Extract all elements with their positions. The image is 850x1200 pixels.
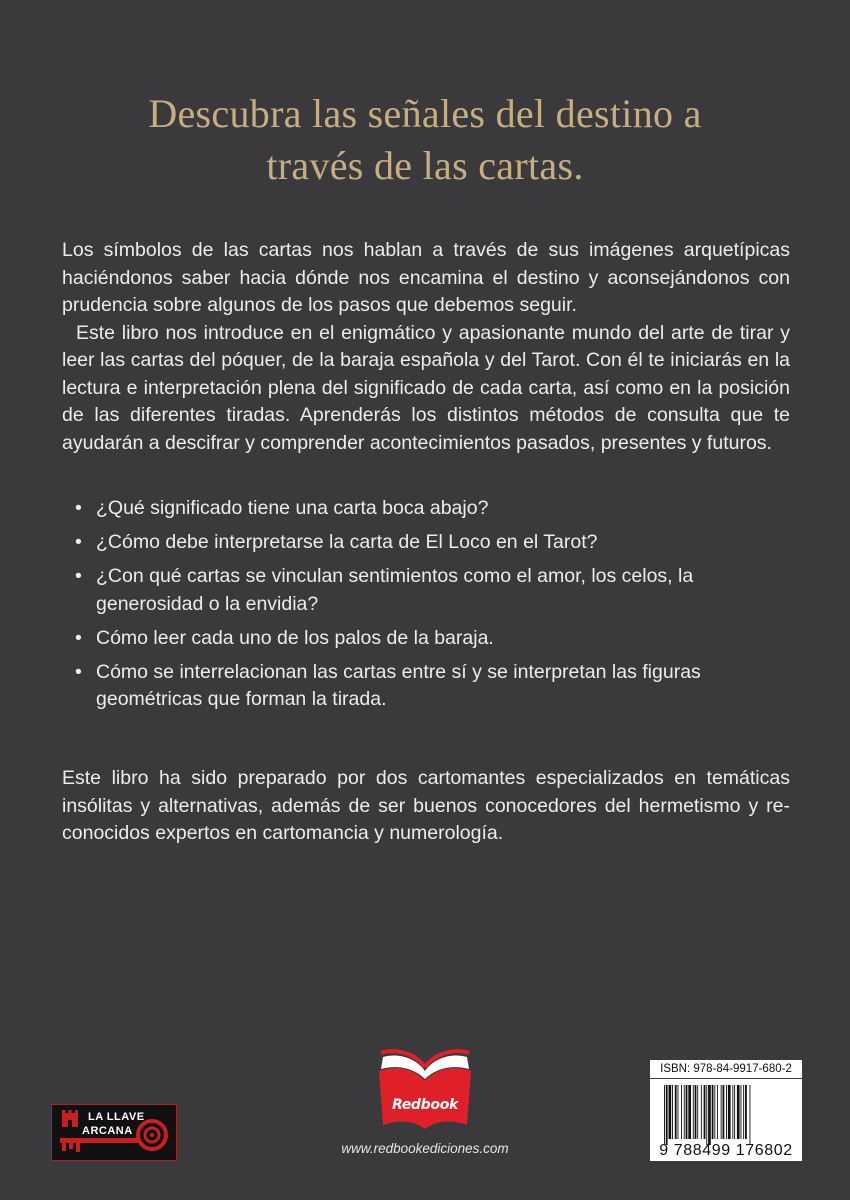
barcode-bar [701,1085,702,1139]
collection-name-line-1: LA LLAVE [88,1111,145,1123]
barcode-bar [721,1085,722,1139]
barcode-bar [675,1085,677,1139]
intro-paragraph-2: Este libro nos introduce en el enigmático y apasionante mundo del arte de tirar y leer las cartas del póquer, de la baraja española y del Tarot. Con él te iniciarás en la lectura e interpretación plena del significado de cada carta, así como en la posición de las diferentes tiradas. Aprenderás los distintos métodos de consulta que te ayudarán a descifrar y comprender acontecimientos pasados, presentes y futuros. [62,321,790,454]
publisher-website: www.redbookediciones.com [341,1141,509,1156]
barcode-bar [717,1085,718,1139]
barcode-bars [650,1079,802,1145]
barcode-bar [743,1085,744,1139]
barcode-bar [666,1085,668,1145]
question-text: Cómo leer cada uno de los palos de la baraja. [96,626,494,649]
barcode-bar [745,1085,747,1139]
question-text: ¿Con qué cartas se vinculan sentimientos como el amor, los celos, la generosidad o la envidia? [96,565,694,615]
question-item [72,625,772,653]
barcode-bar [678,1085,679,1139]
barcode-bar [681,1085,682,1139]
barcode-bar [714,1085,715,1139]
barcode-bar [706,1085,707,1145]
headline [0,88,850,192]
barcode-bar [664,1085,665,1145]
barcode-bar [686,1085,688,1139]
authors-paragraph: Este libro ha sido preparado por dos cartomantes especializados en temáticas insólitas y alternativas, además de ser buenos conocedores del hermetismo y re-conocidos expertos en cartomancia y numerología. [62,767,790,844]
question-text: ¿Cómo debe interpretarse la carta de El Loco en el Tarot? [96,531,598,553]
collection-name-line-2: ARCANA [82,1125,133,1137]
barcode-bar [669,1085,672,1139]
barcode-bar [723,1085,725,1139]
barcode-bar [708,1085,711,1145]
barcode [650,1079,802,1161]
question-list [72,495,772,720]
bullet: • [75,531,82,553]
barcode-bar [688,1085,691,1139]
question-item [72,659,772,714]
headline-line-1: Descubra las señales del destino a [148,91,702,136]
bullet: • [75,497,82,519]
question-item [72,563,772,618]
barcode-bar [741,1085,742,1139]
bullet: • [75,626,82,649]
question-text: Cómo se interrelacionan las cartas entre sí y se interpretan las figuras geométricas que forman la tirada. [96,660,701,710]
headline-line-2: través de las cartas. [266,143,584,188]
publisher-logo [375,1047,475,1133]
isbn-label: ISBN: 978-84-9917-680-2 [650,1060,802,1078]
authors-text [62,765,790,848]
intro-text [62,237,790,457]
barcode-bar [704,1085,706,1139]
intro-paragraph-1: Los símbolos de las cartas nos hablan a través de sus imágenes arquetípicas haciéndonos saber hacia dónde nos encamina el destino y aconsejándonos con prudencia sobre algunos de los pasos que debemos seguir. [62,239,790,316]
barcode-bar [728,1085,731,1139]
question-item [72,495,772,523]
barcode-bar [712,1085,714,1139]
barcode-bar [732,1085,733,1139]
book-icon [375,1047,475,1133]
barcode-bar [672,1085,673,1139]
barcode-number: 9 788499 176802 [659,1142,793,1159]
bullet: • [75,660,82,683]
bullet: • [75,565,82,587]
barcode-bar [693,1085,694,1139]
publisher-logo-text: Redbook [391,1097,459,1113]
barcode-bar [726,1085,727,1139]
barcode-bar [695,1085,697,1139]
barcode-bar [697,1085,698,1139]
question-text: ¿Qué significado tiene una carta boca abajo? [96,497,489,519]
barcode-bar [734,1085,735,1139]
question-item [72,529,772,557]
barcode-bar [684,1085,685,1139]
barcode-bar [750,1085,751,1145]
barcode-bar [737,1085,740,1139]
